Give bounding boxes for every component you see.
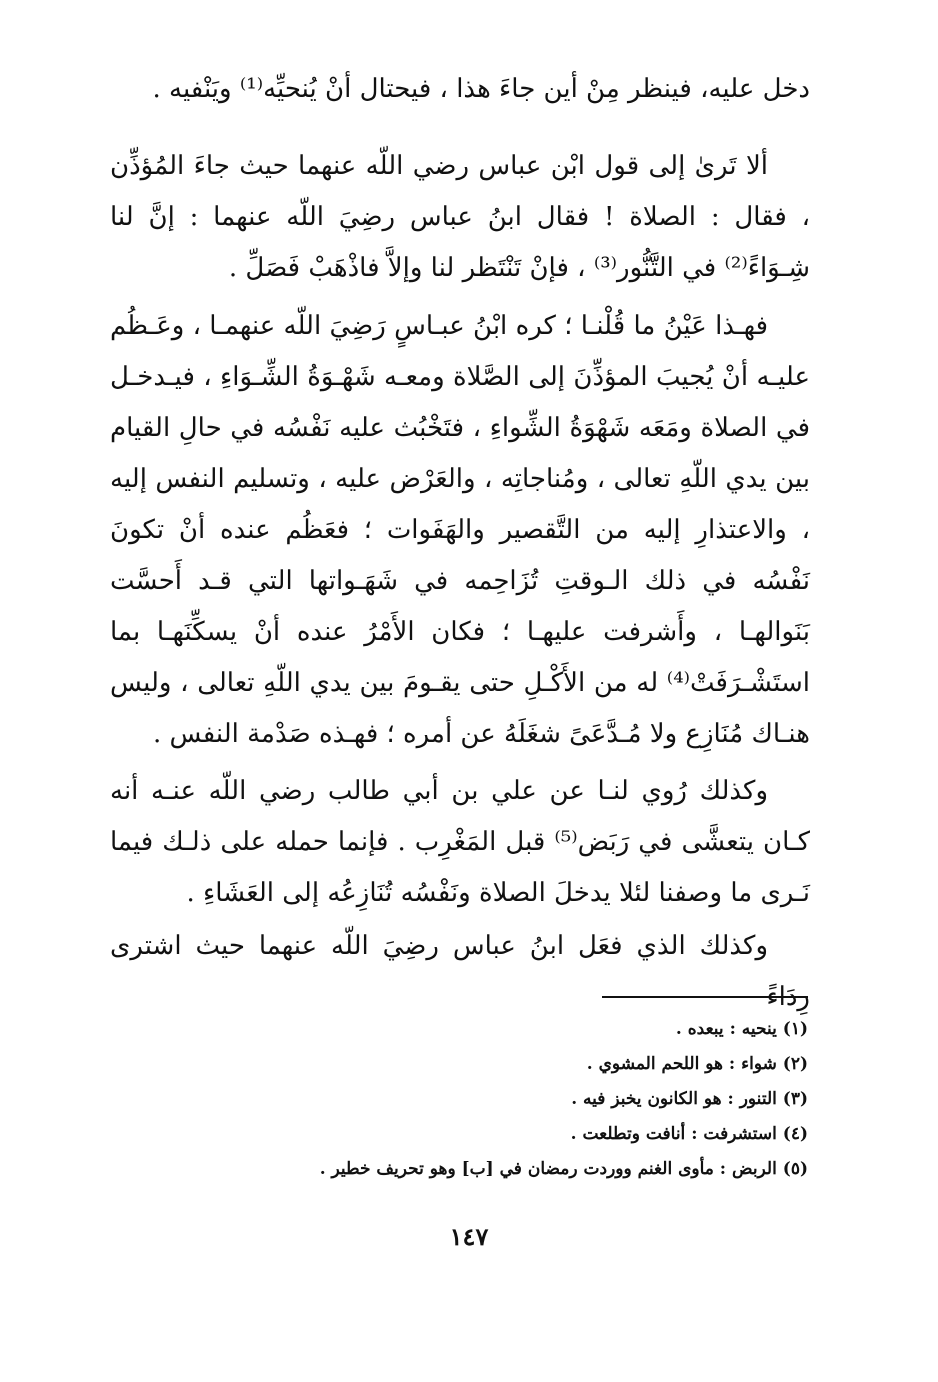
page-number: ١٤٧	[449, 1222, 489, 1251]
paragraph-1: دخل عليه، فينظر مِنْ أين جاءَ هذا ، فيحتال أنْ يُنحيِّه⁽¹⁾ ويَنْفيه .	[152, 74, 810, 104]
paragraph-3: فهـذا عَيْنُ ما قُلْنـا ؛ كره ابْنُ عبـاسٍ رَضِيَ اللّه عنهمـا ، وعَـظُم عليـه أنْ يُجيبَ المؤذِّنَ إلى الصَّلاة ومعـه شَهْـوَةُ الشِّـوَاءِ ، فيـدخـل في الصلاة ومَعَه شَهْوَةُ الشِّواءِ ، فتَخْبُث عليه نَفْسُه في حالِ القيام بين يدي اللّهِ تعالى ، ومُناجاتِه ، والعَرْض عليه ، وتسليم النفس إليه ، والاعتذارِ إليه من التَّقصير والهَفَوات ؛ فعَظُم عنده أنْ تكونَ نَفْسُه في ذلك الـوقتِ تُزَاحِمه في شَهَـواتها التي قـد أَحسَّت بَنَوالهـا ، وأَشرفت عليهـا ؛ فكان الأَمْرُ عنده أنْ يسكِّنَهـا بما استَشْـرَفَتْ⁽⁴⁾ له من الأَكْـلِ حتى يقـومَ بين يدي اللّهِ تعالى ، وليس هنـاك مُنَازِع ولا مُـدَّعَىً شغَلَهُ عن أمره ؛ فهـذه صَدْمة النفس .	[110, 311, 811, 749]
paragraph-4: وكذلك رُوي لنـا عن علي بن أبي طالب رضي اللّه عنـه أنه كـان يتعشَّى في رَبَض⁽⁵⁾ قبل المَغْرِب . فإنما حمله على ذلـك فيما نَـرى ما وصفنا لئلا يدخلَ الصلاة ونَفْسُه تُنَازِعُه إلى العَشَاءِ .	[110, 776, 810, 908]
paragraph-2: ألا تَرىٰ إلى قول ابْن عباس رضي اللّه عنهما حيث جاءَ المُؤذِّن ، فقال : الصلاة ! فقال ابنُ عباس رضِيَ اللّه عنهما : إنَّ لنا شِـوَاءً⁽²⁾ في التَّنُّور⁽³⁾ ، فإنْ تَنْتَظر لنا وإلاَّ فاذْهَبْ فَصَلِّ .	[110, 151, 810, 283]
footnote-1: (١) ينحيه : يبعده .	[675, 1019, 808, 1039]
footnote-2: (٢) شواء : هو اللحم المشوي .	[586, 1054, 808, 1074]
footnote-5: (٥) الربض : مأوى الغنم ووردت رمضان في [ب] وهو تحريف خطير .	[319, 1159, 808, 1179]
footnotes	[210, 1012, 808, 1187]
footnote-divider	[602, 996, 808, 998]
footnote-3: (٣) التنور : هو الكانون يخبز فيه .	[571, 1089, 808, 1109]
paragraph-5: وكذلك الذي فعَل ابنُ عباس رضِيَ اللّه عنهما حيث اشترى رِدَاءً	[110, 931, 810, 1012]
footnote-4: (٤) استشرفت : أنافت وتطلعت .	[570, 1124, 808, 1144]
